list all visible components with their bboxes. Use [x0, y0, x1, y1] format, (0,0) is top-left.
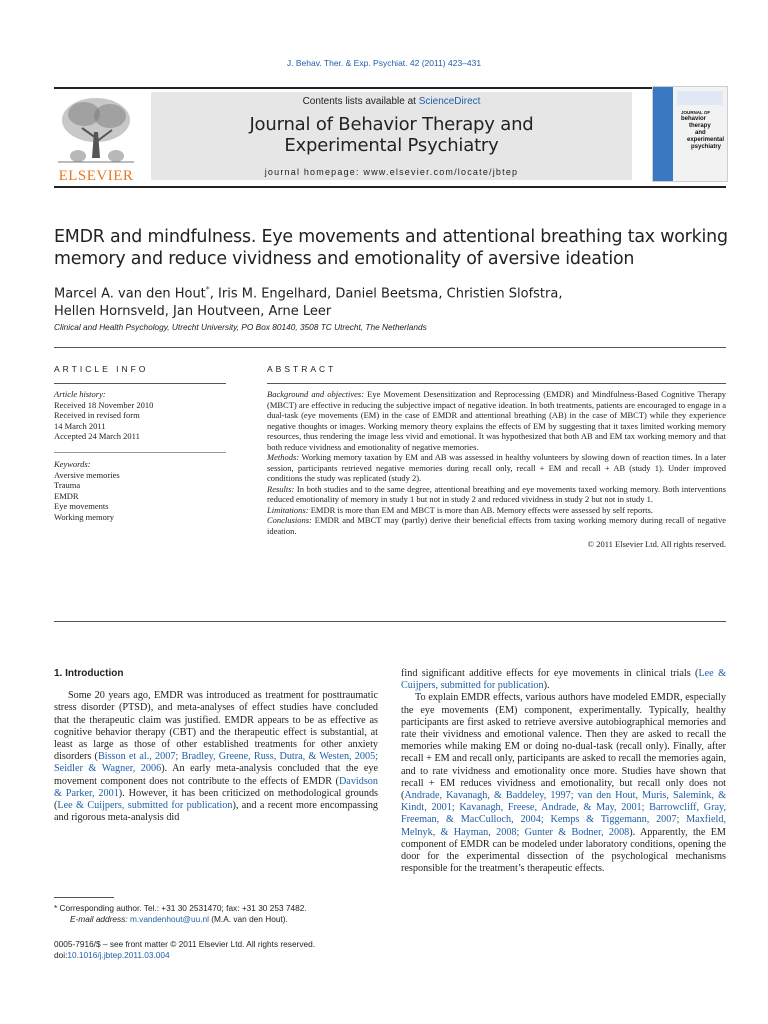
affiliation: Clinical and Health Psychology, Utrecht University, PO Box 80140, 3508 TC Utrecht, The Netherlands	[54, 322, 427, 332]
author-list	[54, 281, 714, 321]
citation-link[interactable]: Lee & Cuijpers, submitted for publication	[401, 668, 726, 692]
footnote-rule	[54, 897, 114, 898]
email-note	[54, 914, 288, 925]
author-names: , Iris M. Engelhard, Daniel Beetsma, Christien Slofstra,	[209, 286, 563, 302]
abstract-limitations-label: Limitations:	[267, 504, 309, 515]
journal-masthead	[151, 92, 632, 180]
abstract-conclusions	[267, 515, 726, 536]
article-title-line2: memory and reduce vividness and emotionality of aversive ideation	[54, 249, 635, 269]
abstract-methods-label: Methods:	[267, 452, 300, 462]
abstract-bg-label: Background and objectives:	[267, 389, 365, 399]
keyword: Working memory	[54, 511, 114, 522]
issn-line: 0005-7916/$ – see front matter © 2011 Elsevier Ltd. All rights reserved.	[54, 939, 315, 949]
body-text: ). Apparently, the EM component of EMDR can be modeled under laboratory conditions, opening the door for the experimental dissection of the psychological mechanisms responsible for the treatment’s therapeutic effects.	[401, 826, 726, 875]
body-text: ), and a recent more encompassing and rigorous meta-analysis did	[54, 800, 379, 824]
abstract-methods-text: Working memory taxation by EM and AB was assessed in healthy volunteers by slowing down of reaction times. In a later session, participants retrieved negative memories during recall only, recall + EM and recall + AB (study 1). Under improved conditions the study was replicated (study 2).	[267, 452, 726, 483]
article-title-line1: EMDR and mindfulness. Eye movements and attentional breathing tax working	[54, 227, 728, 247]
abstract-conclusions-label: Conclusions:	[267, 515, 312, 525]
history-item: Received in revised form	[54, 410, 140, 420]
keyword: Aversive memories	[54, 469, 120, 480]
body-paragraph	[54, 690, 378, 824]
body-text: find significant additive effects for eye movements in clinical trials (	[401, 668, 699, 679]
doi-label: doi:	[54, 950, 68, 960]
keywords-label: Keywords:	[54, 459, 91, 469]
article-history	[54, 389, 226, 442]
keyword: EMDR	[54, 490, 79, 501]
header-bottom-rule	[54, 186, 726, 188]
elsevier-logo	[54, 92, 138, 184]
email-label: E-mail address:	[70, 914, 130, 924]
body-text: To explain EMDR effects, various authors have modeled EMDR, especially the eye movements (EM) component, experimentally. Typically, healthy participants are first asked to retrieve aversive autobiographical memories and rate their vividness and emotional valence. Then they are asked to recall the memories while making EM or doing no-dual-task (recall only). Finally, after recall + EM and recall only, participants are asked to recall the memories again, and to rate vividness and emotionality once more. Studies have shown that recall + EM reduces vividness and emotionality, but recall only does not (	[401, 692, 727, 802]
doi-link[interactable]: 10.1016/j.jbtep.2011.03.004	[67, 950, 170, 960]
cover-blue-strip	[653, 87, 673, 181]
journal-homepage[interactable]: journal homepage: www.elsevier.com/locate/jbtep	[264, 167, 519, 177]
article-info-heading: ARTICLE INFO	[54, 364, 149, 374]
body-right-column	[401, 668, 726, 875]
keyword: Eye movements	[54, 501, 109, 511]
abstract-body	[267, 389, 726, 550]
citation-link[interactable]: Andrade, Kavanagh, & Baddeley, 1997; van den Hout, Muris, Salemink, & Kindt, 2001; Kavanagh, Freese, Andrade, & May, 2001; Barrowcliff, Gray, Freeman, & MacCulloch, 2004; Kemps & Tiggemann, 2007; Maxfield, Melnyk, & Hayman, 2008; Gunter & Bodner, 2008	[401, 790, 726, 838]
body-left-column	[54, 668, 378, 824]
keywords-rule	[54, 452, 226, 453]
abstract-limitations-text: EMDR is more than EM and MBCT is more than AB. Memory effects were assessed by self reports.	[308, 504, 653, 515]
article-title	[54, 226, 734, 270]
cover-line: psychiatry	[691, 144, 722, 150]
abstract-conclusions-text: EMDR and MBCT may (partly) derive their beneficial effects from taxing working memory during recall of negative ideation.	[267, 515, 726, 536]
citation-link[interactable]: Bisson et al., 2007; Bradley, Greene, Russ, Dutra, & Westen, 2005; Seidler & Wagner, 2006	[54, 751, 378, 775]
journal-title	[151, 114, 632, 156]
cover-header-block	[677, 91, 723, 105]
author-name: Marcel A. van den Hout	[54, 286, 206, 302]
history-item: Received 18 November 2010	[54, 399, 154, 410]
journal-title-line2: Experimental Psychiatry	[284, 135, 499, 156]
citation-link[interactable]: Lee & Cuijpers, submitted for publication	[57, 800, 233, 812]
section-heading-introduction: 1. Introduction	[54, 668, 124, 679]
sciencedirect-link[interactable]: ScienceDirect	[418, 96, 481, 107]
contents-line	[151, 96, 632, 107]
cover-line: experimental	[687, 137, 725, 143]
email-suffix: (M.A. van den Hout).	[208, 914, 288, 924]
abstract-bottom-rule	[54, 621, 726, 622]
article-info-rule	[54, 383, 226, 384]
cover-line: behavior	[681, 116, 707, 122]
corresponding-author-note: * Corresponding author. Tel.: +31 30 2531470; fax: +31 30 253 7482.	[54, 903, 307, 913]
abstract-results-text: In both studies and to the same degree, attentional breathing and eye movements taxed working memory. Both interventions reduced emotionality of memory in study 1 but not in study 2 and reduced vividness in study 2 but not in study 1.	[267, 483, 726, 504]
keywords	[54, 459, 226, 522]
abstract-limitations	[267, 505, 726, 516]
cover-title	[681, 109, 724, 151]
body-text: Some 20 years ago, EMDR was introduced as treatment for posttraumatic stress disorder (PTSD), and meta-analyses of effect studies have concluded that the therapeutic claim was justified. EMDR appears to be as effective as cognitive behavior therapy (CBT) and the therapeutic effect is substantial, at least as large as those of other established treatments for other anxiety disorders (	[54, 690, 378, 763]
history-item: Accepted 24 March 2011	[54, 431, 140, 441]
corresponding-author-mark[interactable]: *	[205, 285, 210, 294]
doi-line	[54, 950, 170, 961]
abstract-results-label: Results:	[267, 483, 295, 494]
keyword: Trauma	[54, 480, 81, 490]
journal-citation: J. Behav. Ther. & Exp. Psychiat. 42 (2011) 423–431	[286, 58, 482, 68]
history-label: Article history:	[54, 389, 106, 399]
abstract-copyright: © 2011 Elsevier Ltd. All rights reserved.	[587, 539, 726, 549]
history-item: 14 March 2011	[54, 420, 106, 431]
citation-link[interactable]: Davidson & Parker, 2001	[54, 775, 378, 799]
body-text: ). However, it has been criticized on methodological grounds (	[54, 787, 379, 812]
abstract-background	[267, 389, 726, 452]
author-names-line2: Hellen Hornsveld, Jan Houtveen, Arne Leer	[54, 304, 332, 320]
body-paragraph	[401, 692, 726, 875]
body-text: ). An early meta-analysis concluded that the eye movement component does not contribute to the effects of EMDR (	[54, 763, 378, 787]
cover-line: therapy	[689, 123, 711, 129]
abstract-rule	[267, 383, 726, 384]
body-paragraph	[401, 668, 726, 692]
journal-cover-thumbnail	[652, 86, 728, 182]
journal-title-line1: Journal of Behavior Therapy and	[249, 114, 534, 135]
header-top-rule	[54, 87, 726, 89]
abstract-bg-text: Eye Movement Desensitization and Reprocessing (EMDR) and Mindfulness-Based Cognitive Therapy (MBCT) are effective in reducing the subjective impact of negative ideation. In both treatments, patients are encouraged to engage in a dual-task (eye movements (EM) in the case of EMDR and attentional breathing (AB) in the case of MBCT) while they experience negative thoughts or images. Working memory theory explains the effects of EM by suggesting that it taxes limited working memory resources, thus rendering the image less vivid and emotional. It was hypothesized that both AB and EM tax working memory and that both reduce vividness and emotionality of negative memories.	[267, 389, 726, 452]
elsevier-wordmark: ELSEVIER	[58, 168, 134, 184]
abstract-heading: ABSTRACT	[267, 364, 337, 374]
cover-line: JOURNAL OF	[681, 110, 711, 115]
cover-line: and	[695, 130, 706, 136]
abstract-methods	[267, 452, 726, 484]
body-text: ).	[543, 680, 550, 692]
abstract-results	[267, 484, 726, 505]
section-rule	[54, 347, 726, 348]
email-link[interactable]: m.vandenhout@uu.nl	[129, 914, 209, 924]
contents-prefix: Contents lists available at	[302, 96, 419, 107]
